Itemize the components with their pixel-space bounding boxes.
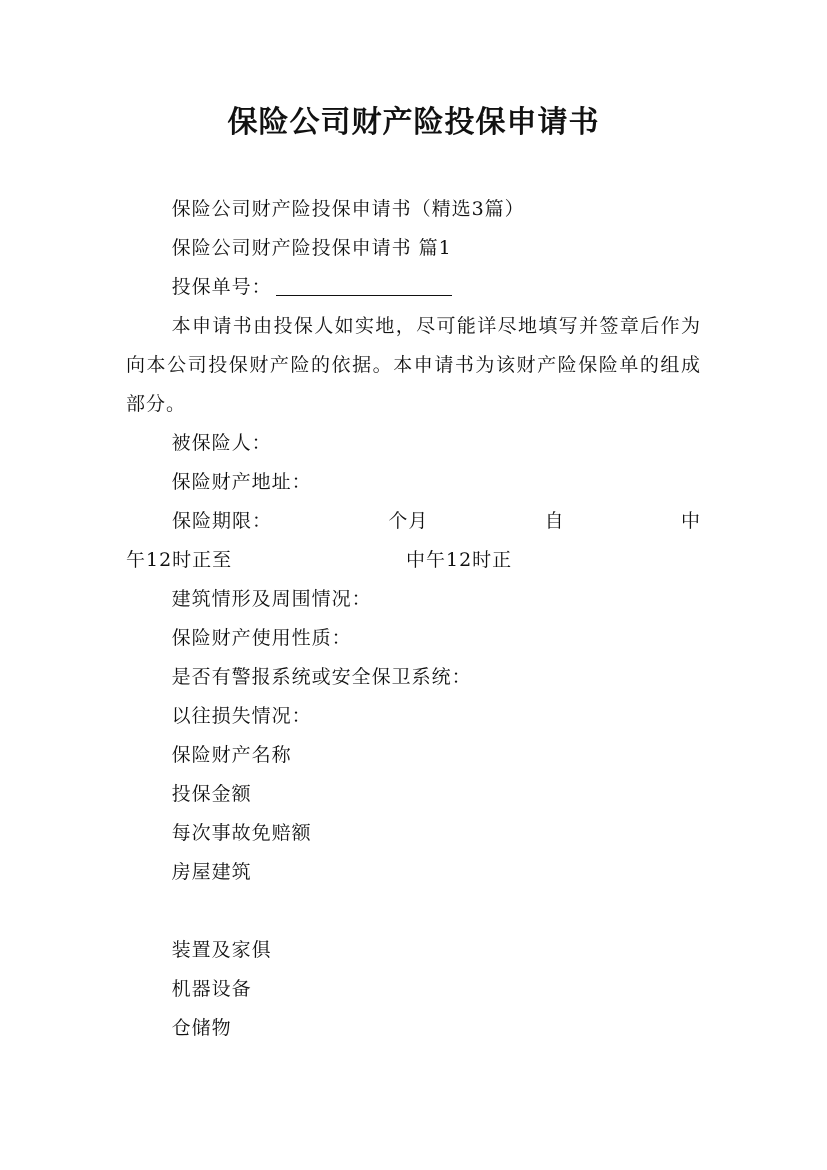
blank-line: [126, 892, 701, 931]
usage-label: 保险财产使用性质：: [171, 627, 352, 649]
period-months: 个月: [388, 510, 429, 532]
item-name-label: 保险财产名称: [171, 744, 292, 766]
intro-paragraph: 本申请书由投保人如实地，尽可能详尽地填写并签章后作为向本公司投保财产险的依据。本申请书为该财产险保险单的组成部分。: [126, 315, 701, 415]
amount-label: 投保金额: [171, 783, 252, 805]
fixtures-label: 装置及家俱: [171, 939, 272, 961]
document-title: 保险公司财产险投保申请书: [227, 105, 600, 140]
loss-label: 以往损失情况：: [171, 705, 312, 727]
section-heading: 保险公司财产险投保申请书 篇1: [171, 237, 452, 259]
period-mid: 中: [680, 510, 701, 532]
period-line2-end: 中午12时正: [406, 549, 513, 571]
alarm-label: 是否有警报系统或安全保卫系统：: [171, 666, 472, 688]
period-label: 保险期限：: [172, 510, 273, 532]
period-line-2: [126, 541, 701, 580]
storage-label: 仓储物: [171, 1017, 232, 1039]
period-from: 自: [544, 510, 565, 532]
policy-number-blank[interactable]: [276, 277, 452, 296]
housing-label: 房屋建筑: [171, 861, 252, 883]
insured-label: 被保险人：: [171, 432, 272, 454]
period-line: [126, 502, 701, 541]
address-label: 保险财产地址：: [171, 471, 312, 493]
document-body: [126, 190, 701, 1048]
policy-number-label: 投保单号：: [171, 276, 272, 298]
machinery-label: 机器设备: [171, 978, 252, 1000]
building-label: 建筑情形及周围情况：: [171, 588, 372, 610]
deductible-label: 每次事故免赔额: [171, 822, 312, 844]
policy-number-line: [126, 268, 701, 307]
subtitle: 保险公司财产险投保申请书（精选3篇）: [171, 198, 525, 220]
period-line2-start: 午12时正至: [126, 549, 233, 571]
